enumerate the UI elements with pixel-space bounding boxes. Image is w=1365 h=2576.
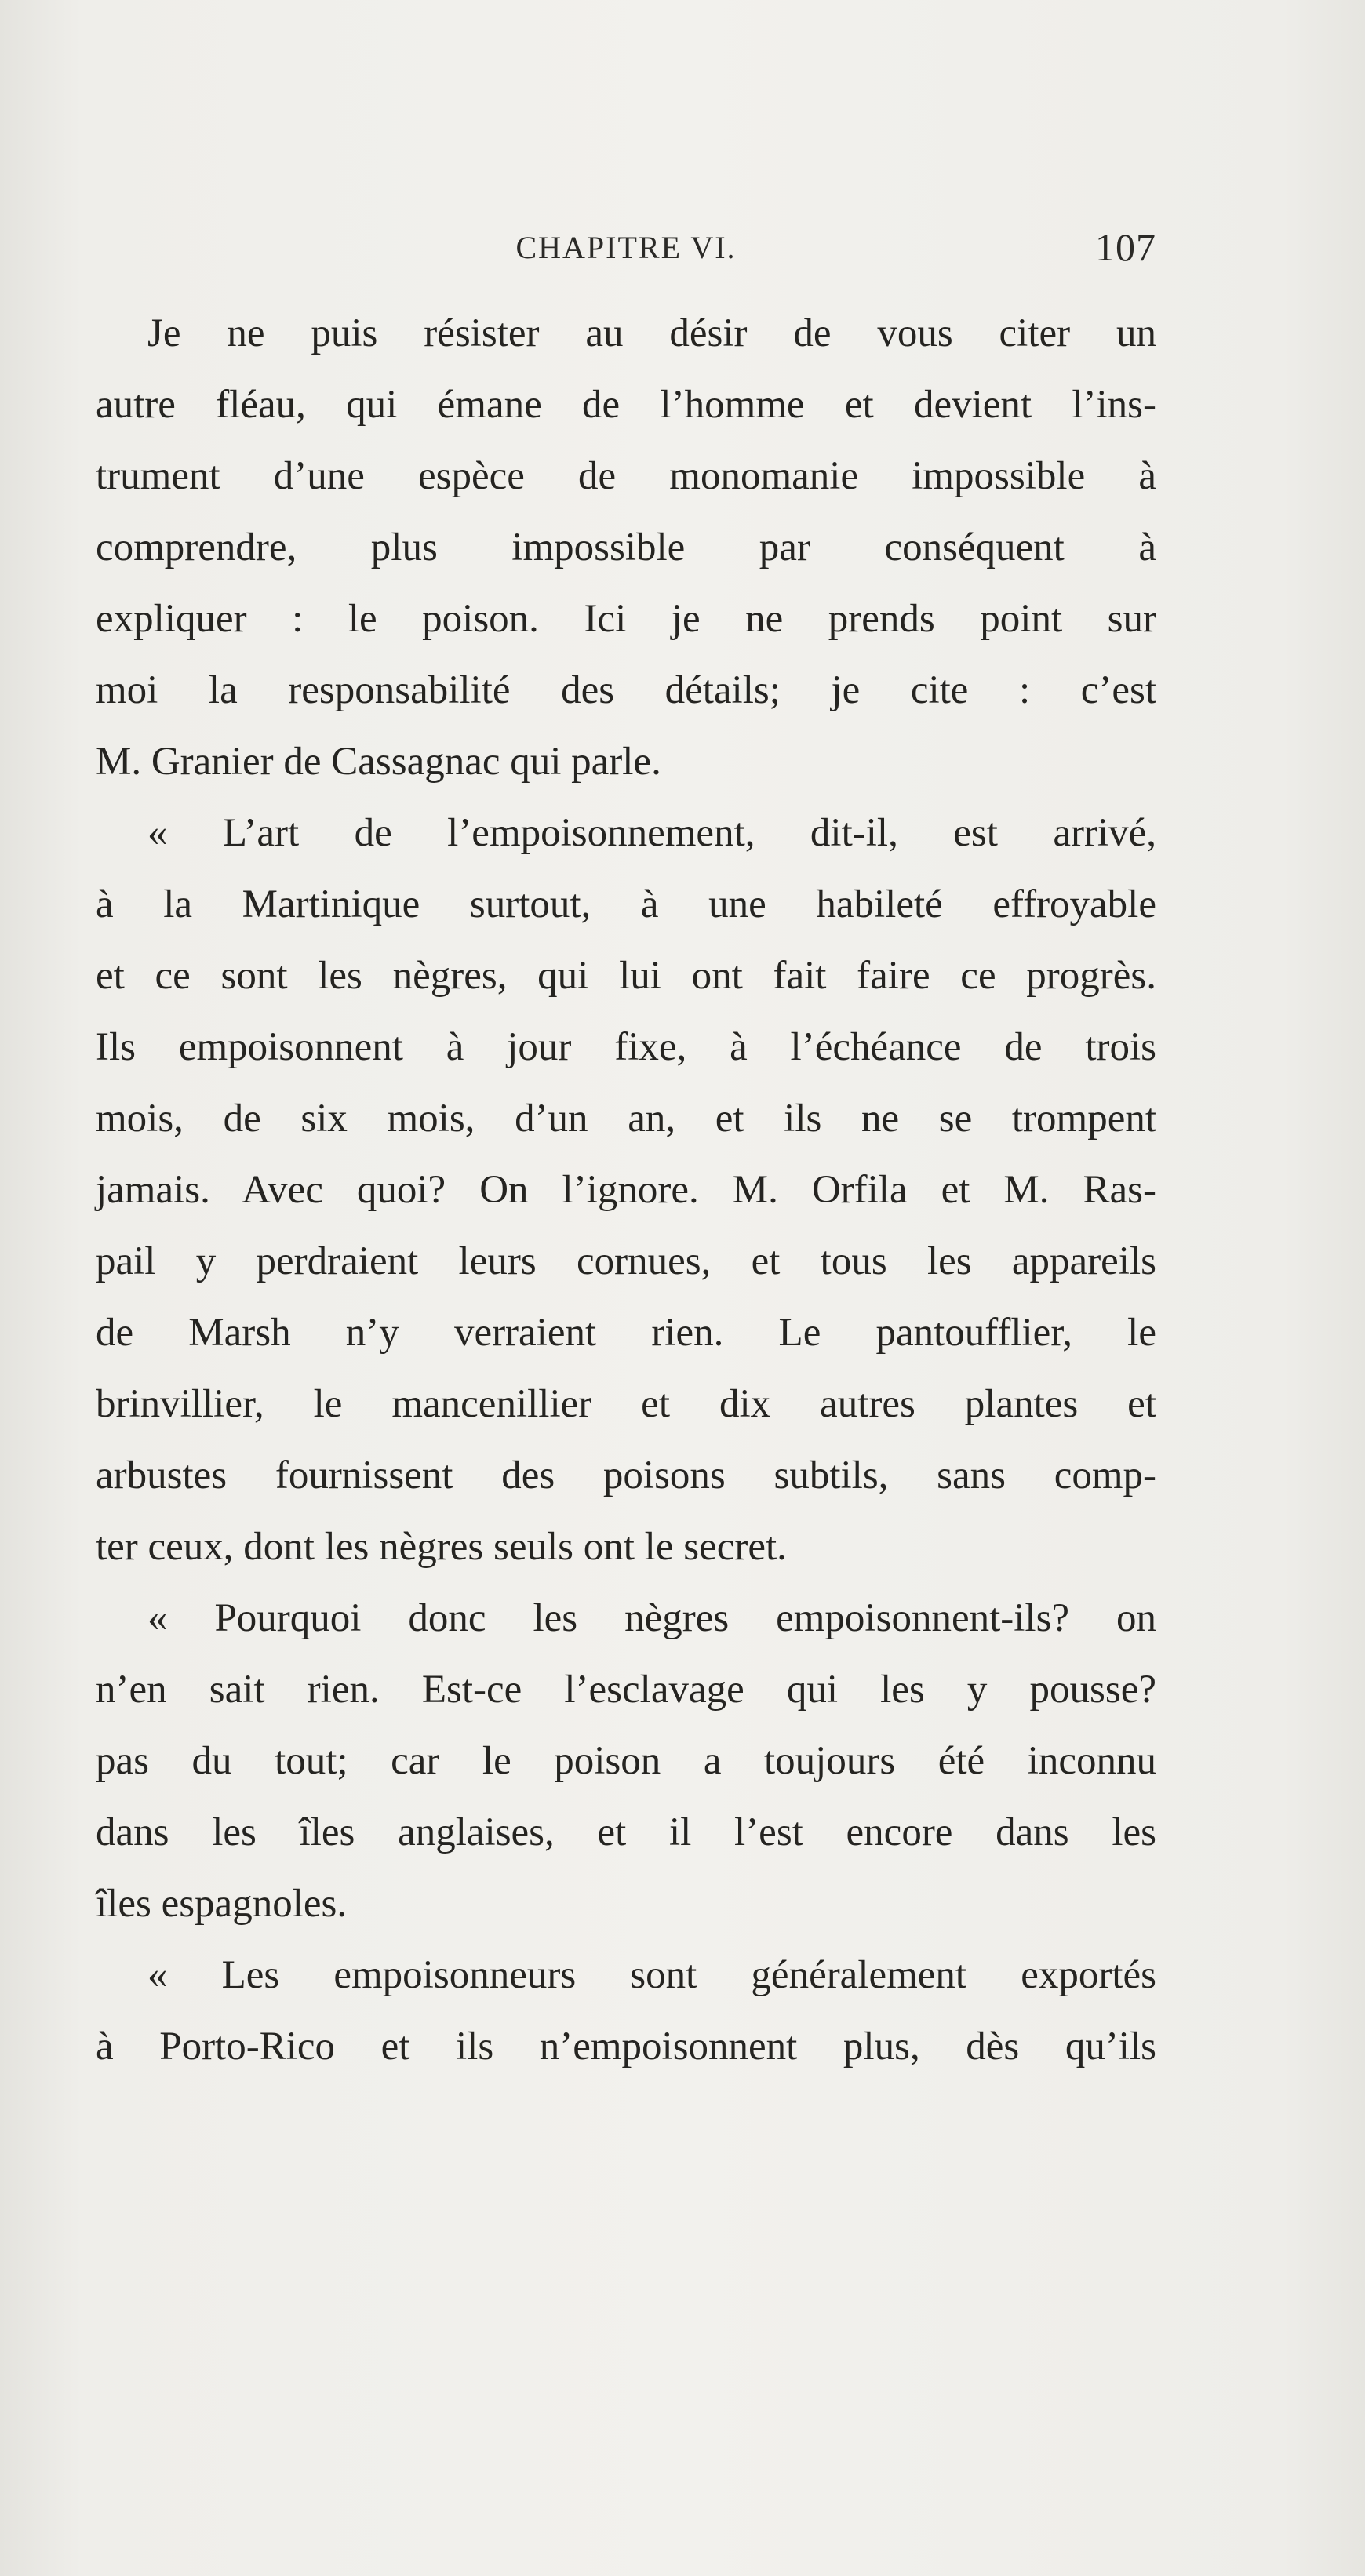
- text-line: à Porto-Rico et ils n’empoisonnent plus, dès qu’ils: [96, 2025, 1156, 2068]
- text-line: « Pourquoi donc les nègres empoisonnent-ils? on: [147, 1596, 1156, 1640]
- text-line: comprendre, plus impossible par conséquent à: [96, 526, 1156, 569]
- body-text: [96, 298, 1156, 2083]
- text-line: autre fléau, qui émane de l’homme et devient l’ins-: [96, 383, 1156, 427]
- chapter-title: CHAPITRE VI.: [515, 230, 737, 265]
- text-line: trument d’une espèce de monomanie impossible à: [96, 454, 1156, 498]
- text-line: à la Martinique surtout, à une habileté effroyable: [96, 882, 1156, 926]
- text-line: Je ne puis résister au désir de vous citer un: [147, 311, 1156, 355]
- text-line: et ce sont les nègres, qui lui ont fait faire ce progrès.: [96, 954, 1156, 998]
- text-line: mois, de six mois, d’un an, et ils ne se trompent: [96, 1097, 1156, 1141]
- text-line: arbustes fournissent des poisons subtils, sans comp-: [96, 1454, 1156, 1497]
- text-line: dans les îles anglaises, et il l’est encore dans les: [96, 1810, 1156, 1854]
- text-line: « Les empoisonneurs sont généralement exportés: [147, 1953, 1156, 1997]
- text-line: ter ceux, dont les nègres seuls ont le secret.: [96, 1525, 787, 1569]
- text-line: M. Granier de Cassagnac qui parle.: [96, 740, 661, 784]
- page-number: 107: [1095, 225, 1156, 269]
- text-line: pas du tout; car le poison a toujours été inconnu: [96, 1739, 1156, 1783]
- text-line: moi la responsabilité des détails; je cite : c’est: [96, 668, 1156, 712]
- text-line: brinvillier, le mancenillier et dix autres plantes et: [96, 1382, 1156, 1426]
- text-line: « L’art de l’empoisonnement, dit-il, est arrivé,: [147, 811, 1156, 855]
- text-line: de Marsh n’y verraient rien. Le pantoufflier, le: [96, 1311, 1156, 1355]
- text-line: îles espagnoles.: [96, 1882, 348, 1926]
- text-line: expliquer : le poison. Ici je ne prends point sur: [96, 597, 1156, 641]
- text-line: n’en sait rien. Est-ce l’esclavage qui les y pousse?: [96, 1668, 1156, 1712]
- text-line: pail y perdraient leurs cornues, et tous les appareils: [96, 1239, 1156, 1283]
- running-head: [96, 224, 1156, 279]
- text-line: Ils empoisonnent à jour fixe, à l’échéance de trois: [96, 1025, 1156, 1069]
- text-line: jamais. Avec quoi? On l’ignore. M. Orfila et M. Ras-: [96, 1168, 1156, 1212]
